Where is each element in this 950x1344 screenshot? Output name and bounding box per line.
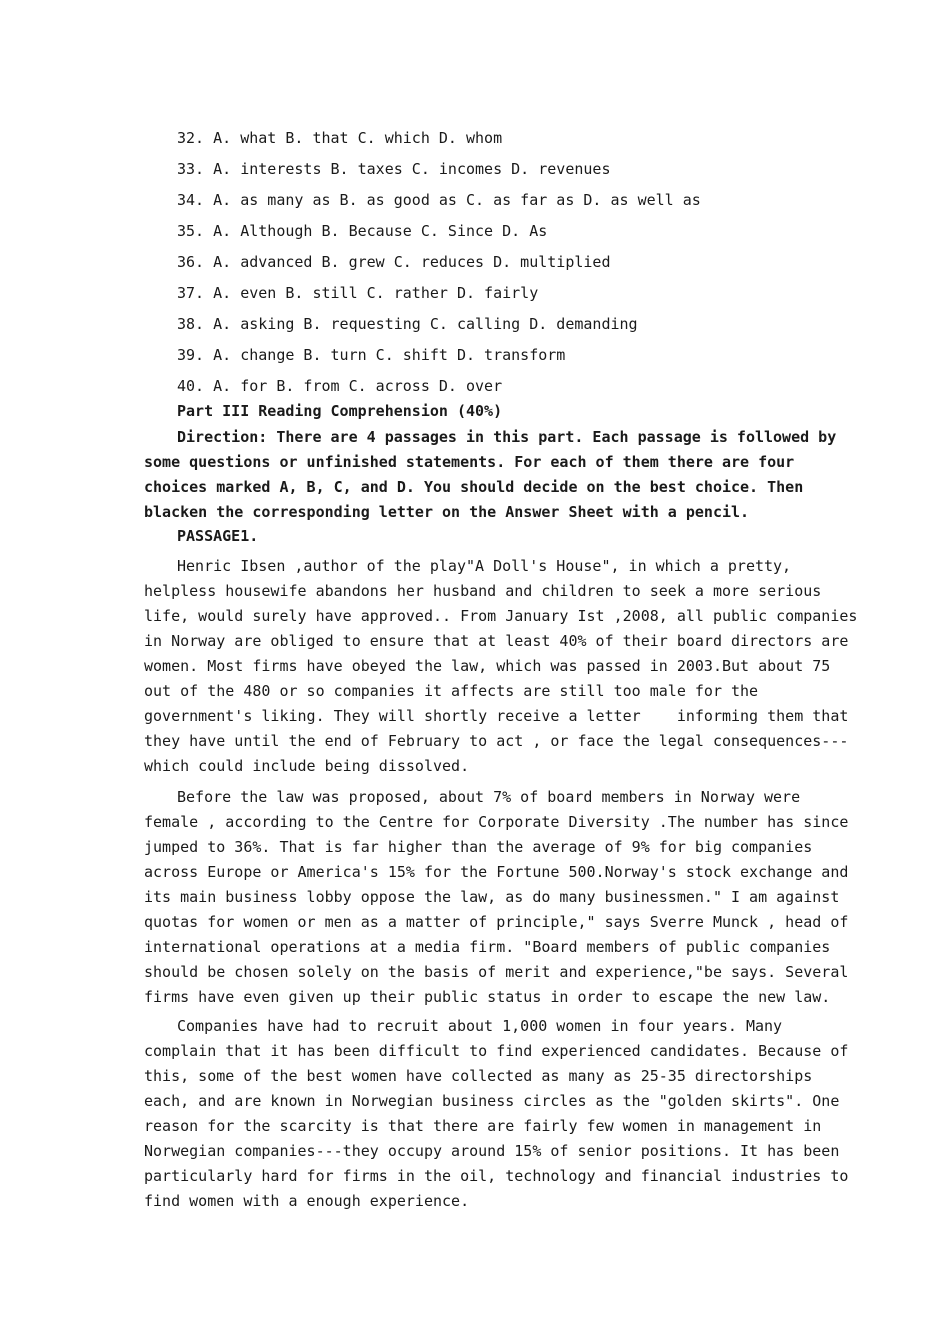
- paragraph-line: firms have even given up their public status in order to escape the new law.: [144, 988, 831, 1006]
- option-text: A. what B. that C. which D. whom: [213, 129, 503, 147]
- paragraph-line: in Norway are obliged to ensure that at least 40% of their board directors are: [144, 632, 849, 650]
- direction-line: some questions or unfinished statements. For each of them there are four: [144, 453, 795, 471]
- paragraph-line: life, would surely have approved.. From January Ist ,2008, all public companies: [144, 607, 858, 625]
- option-number: 37.: [177, 284, 205, 302]
- direction-text: [144, 425, 837, 525]
- paragraph-line: international operations at a media firm. "Board members of public companies: [144, 938, 831, 956]
- paragraph-line: which could include being dissolved.: [144, 757, 470, 775]
- direction-line: choices marked A, B, C, and D. You should decide on the best choice. Then: [144, 478, 804, 496]
- direction-line: blacken the corresponding letter on the Answer Sheet with a pencil.: [144, 503, 750, 521]
- paragraph-line: Norwegian companies---they occupy around 15% of senior positions. It has been: [144, 1142, 840, 1160]
- paragraph-line: Henric Ibsen ,author of the play"A Doll's House", in which a pretty,: [177, 557, 792, 575]
- paragraph-line: out of the 480 or so companies it affects are still too male for the: [144, 682, 759, 700]
- paragraph-line: should be chosen solely on the basis of merit and experience,"be says. Several: [144, 963, 849, 981]
- option-number: 38.: [177, 315, 205, 333]
- option-text: A. interests B. taxes C. incomes D. revenues: [213, 160, 611, 178]
- option-number: 40.: [177, 377, 205, 395]
- option-row-38: [177, 313, 701, 344]
- paragraph-line: female , according to the Centre for Corporate Diversity .The number has since: [144, 813, 849, 831]
- option-number: 32.: [177, 129, 205, 147]
- paragraph-line: they have until the end of February to act , or face the legal consequences---: [144, 732, 849, 750]
- paragraph-3: [144, 1014, 849, 1214]
- option-text: A. change B. turn C. shift D. transform: [213, 346, 566, 364]
- paragraph-line: helpless housewife abandons her husband and children to seek a more serious: [144, 582, 822, 600]
- paragraph-line: Before the law was proposed, about 7% of board members in Norway were: [177, 788, 801, 806]
- option-text: A. Although B. Because C. Since D. As: [213, 222, 548, 240]
- paragraph-line: each, and are known in Norwegian business circles as the "golden skirts". One: [144, 1092, 840, 1110]
- paragraph-line: find women with a enough experience.: [144, 1192, 470, 1210]
- option-text: A. asking B. requesting C. calling D. demanding: [213, 315, 638, 333]
- paragraph-1: [144, 554, 858, 779]
- paragraph-line: women. Most firms have obeyed the law, which was passed in 2003.But about 75: [144, 657, 831, 675]
- direction-line: Direction: There are 4 passages in this part. Each passage is followed by: [177, 428, 837, 446]
- option-row-39: [177, 344, 701, 375]
- paragraph-line: this, some of the best women have collected as many as 25-35 directorships: [144, 1067, 813, 1085]
- paragraph-line: reason for the scarcity is that there are fairly few women in management in: [144, 1117, 822, 1135]
- option-row-32: [177, 127, 701, 158]
- paragraph-line: quotas for women or men as a matter of principle," says Sverre Munck , head of: [144, 913, 849, 931]
- answer-options-list: [177, 127, 701, 406]
- paragraph-line: across Europe or America's 15% for the Fortune 500.Norway's stock exchange and: [144, 863, 849, 881]
- option-number: 39.: [177, 346, 205, 364]
- option-text: A. as many as B. as good as C. as far as D. as well as: [213, 191, 701, 209]
- paragraph-line: government's liking. They will shortly receive a letter informing them that: [144, 707, 849, 725]
- paragraph-line: particularly hard for firms in the oil, technology and financial industries to: [144, 1167, 849, 1185]
- paragraph-2: [144, 785, 849, 1010]
- paragraph-line: Companies have had to recruit about 1,000 women in four years. Many: [177, 1017, 783, 1035]
- option-number: 36.: [177, 253, 205, 271]
- option-row-35: [177, 220, 701, 251]
- option-text: A. advanced B. grew C. reduces D. multiplied: [213, 253, 611, 271]
- option-row-36: [177, 251, 701, 282]
- option-number: 35.: [177, 222, 205, 240]
- option-row-37: [177, 282, 701, 313]
- option-number: 34.: [177, 191, 205, 209]
- passage-label: PASSAGE1.: [177, 527, 259, 545]
- part-title: Part III Reading Comprehension (40%): [177, 402, 503, 420]
- paragraph-line: complain that it has been difficult to find experienced candidates. Because of: [144, 1042, 849, 1060]
- option-text: A. even B. still C. rather D. fairly: [213, 284, 539, 302]
- option-number: 33.: [177, 160, 205, 178]
- option-text: A. for B. from C. across D. over: [213, 377, 503, 395]
- option-row-33: [177, 158, 701, 189]
- paragraph-line: jumped to 36%. That is far higher than the average of 9% for big companies: [144, 838, 813, 856]
- option-row-34: [177, 189, 701, 220]
- paragraph-line: its main business lobby oppose the law, as do many businessmen." I am against: [144, 888, 840, 906]
